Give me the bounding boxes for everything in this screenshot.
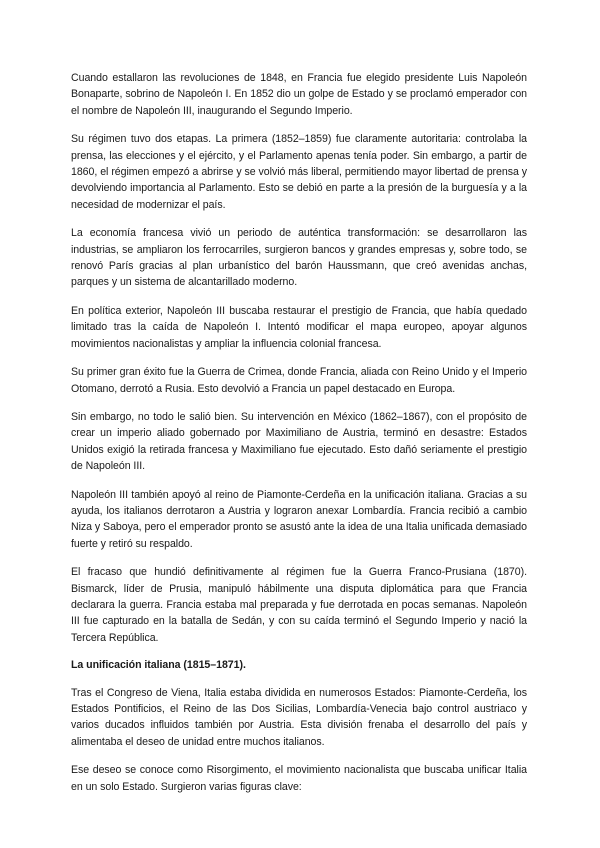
paragraph-foreign-policy: En política exterior, Napoleón III buscaba restaurar el prestigio de Francia, que había quedado limitado tras la caída de Napoleón I. Intentó modificar el mapa europeo, apoyar algunos movimientos nacionalistas y ampliar la influencia colonial francesa. bbox=[71, 304, 527, 350]
paragraph-congress-vienna: Tras el Congreso de Viena, Italia estaba dividida en numerosos Estados: Piamonte-Cerdeña, los Estados Pontificios, el Reino de las Dos Sicilias, Lombardía-Venecia bajo control austriaco y varios ducados influidos también por Austria. Esta división frenaba el desarrollo del país y alimentaba el deseo de unidad entre muchos italianos. bbox=[71, 686, 527, 748]
document-page bbox=[71, 70, 527, 807]
paragraph-risorgimento: Ese deseo se conoce como Risorgimento, el movimiento nacionalista que buscaba unificar Italia en un solo Estado. Surgieron varias figuras clave: bbox=[71, 764, 527, 793]
paragraph-economy: La economía francesa vivió un periodo de auténtica transformación: se desarrollaron las industrias, se ampliaron los ferrocarriles, surgieron bancos y grandes empresas y, sobre todo, se renovó París gracias al plan urbanístico del barón Haussmann, que creó avenidas anchas, parques y un sistema de alcantarillado moderno. bbox=[71, 227, 527, 289]
section-heading: La unificación italiana (1815–1871). bbox=[71, 659, 246, 672]
paragraph-mexico-intervention: Sin embargo, no todo le salió bien. Su intervención en México (1862–1867), con el propósito de crear un imperio aliado gobernado por Maximiliano de Austria, terminó en desastre: Estados Unidos exigió la retirada francesa y Maximiliano fue ejecutado. Esto dañó seriamente el prestigio de Napoleón III. bbox=[71, 410, 527, 473]
paragraph-italian-support: Napoleón III también apoyó al reino de Piamonte-Cerdeña en la unificación italiana. Gracias a su ayuda, los italianos derrotaron a Austria y lograron anexar Lombardía. Francia recibió a cambio Niza y Saboya, pero el emperador pronto se asustó ante la idea de una Italia unificada demasiado fuerte y retiró su respaldo. bbox=[71, 488, 527, 550]
paragraph-regime-stages: Su régimen tuvo dos etapas. La primera (1852–1859) fue claramente autoritaria: controlaba la prensa, las elecciones y el ejército, y el Parlamento apenas tenía poder. Sin embargo, a partir de 1860, el régimen empezó a abrirse y se volvió más liberal, permitiendo mayor libertad de prensa y devolviendo importancia al Parlamento. Esto se debió en parte a la presión de la burguesía y a la necesidad de modernizar el país. bbox=[71, 133, 527, 211]
paragraph-franco-prussian-war: El fracaso que hundió definitivamente al régimen fue la Guerra Franco-Prusiana (1870). Bismarck, líder de Prusia, manipuló hábilmente una disputa diplomática para que Francia declarara la guerra. Francia estaba mal preparada y fue derrotada en pocas semanas. Napoleón III fue capturado en la batalla de Sedán, y con su caída terminó el Segundo Imperio y nació la Tercera República. bbox=[71, 566, 527, 644]
paragraph-napoleon-iii-rise: Cuando estallaron las revoluciones de 1848, en Francia fue elegido presidente Luis Napoleón Bonaparte, sobrino de Napoleón I. En 1852 dio un golpe de Estado y se proclamó emperador con el nombre de Napoleón III, inaugurando el Segundo Imperio. bbox=[71, 72, 527, 117]
paragraph-crimean-war: Su primer gran éxito fue la Guerra de Crimea, donde Francia, aliada con Reino Unido y el Imperio Otomano, derrotó a Rusia. Esto devolvió a Francia un papel destacado en Europa. bbox=[71, 366, 527, 395]
